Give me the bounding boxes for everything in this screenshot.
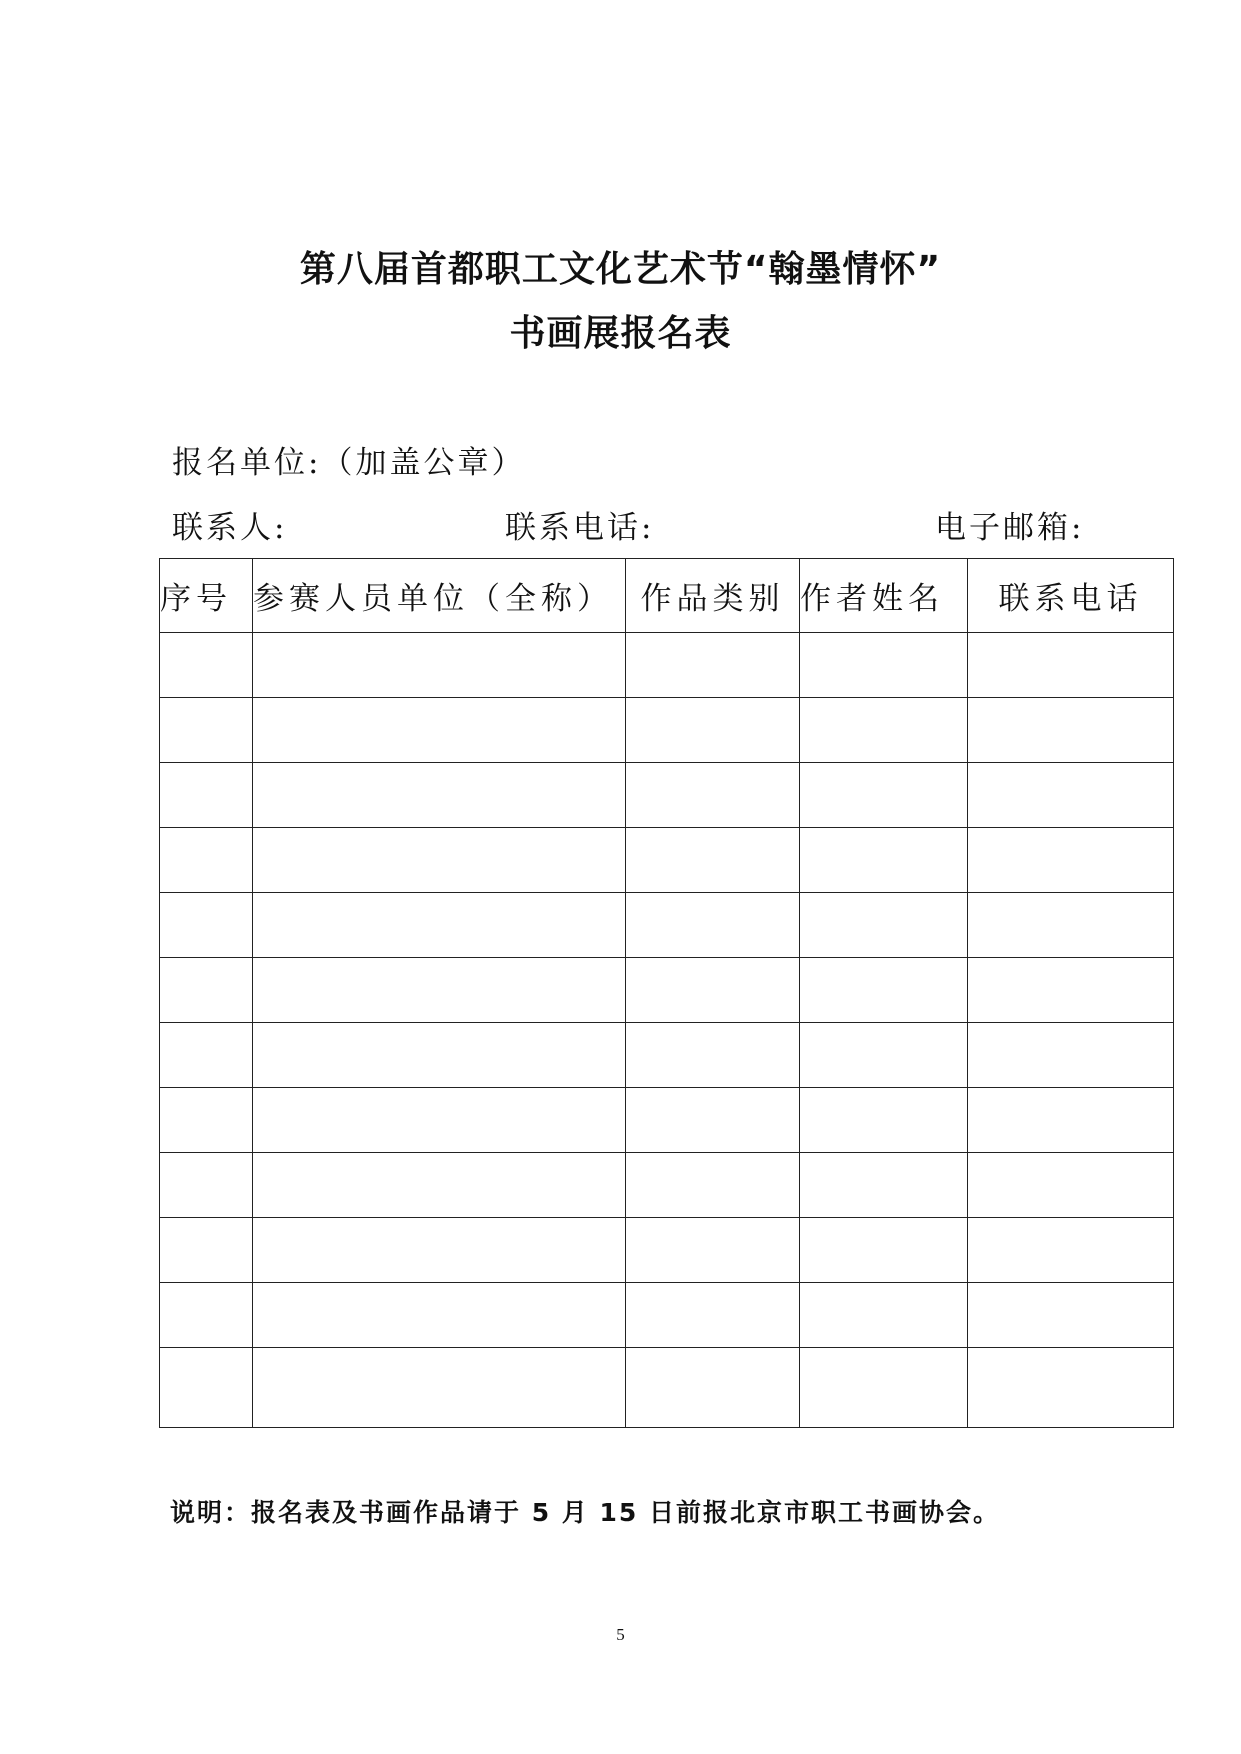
- serial-number-cell[interactable]: [160, 828, 253, 893]
- participant-unit-cell[interactable]: [253, 828, 626, 893]
- participant-unit-cell[interactable]: [253, 893, 626, 958]
- serial-number-cell[interactable]: [160, 763, 253, 828]
- table-row: [160, 828, 1174, 893]
- table-row: [160, 633, 1174, 698]
- participant-unit-cell[interactable]: [253, 1088, 626, 1153]
- serial-number-cell[interactable]: [160, 698, 253, 763]
- table-row: [160, 1218, 1174, 1283]
- author-name-cell[interactable]: [800, 828, 968, 893]
- contact-phone-cell[interactable]: [968, 1218, 1174, 1283]
- participant-unit-cell[interactable]: [253, 1023, 626, 1088]
- registration-table: [159, 558, 1174, 1428]
- contact-phone-cell[interactable]: [968, 763, 1174, 828]
- contact-phone-cell[interactable]: [968, 828, 1174, 893]
- work-category-cell[interactable]: [626, 1283, 800, 1348]
- header-work-category: 作品类别: [626, 559, 800, 633]
- document-subtitle: 书画展报名表: [509, 313, 732, 354]
- table-row: [160, 763, 1174, 828]
- author-name-cell[interactable]: [800, 1283, 968, 1348]
- work-category-cell[interactable]: [626, 1153, 800, 1218]
- author-name-cell[interactable]: [800, 763, 968, 828]
- serial-number-cell[interactable]: [160, 1348, 253, 1428]
- participant-unit-cell[interactable]: [253, 633, 626, 698]
- author-name-cell[interactable]: [800, 633, 968, 698]
- author-name-cell[interactable]: [800, 1348, 968, 1428]
- serial-number-cell[interactable]: [160, 1283, 253, 1348]
- serial-number-cell[interactable]: [160, 1023, 253, 1088]
- serial-number-cell[interactable]: [160, 958, 253, 1023]
- table-row: [160, 893, 1174, 958]
- header-serial-number: 序号: [160, 559, 253, 633]
- contact-phone-cell[interactable]: [968, 633, 1174, 698]
- email-label: 电子邮箱:: [935, 510, 1085, 546]
- registration-unit-label: 报名单位:（加盖公章）: [172, 445, 526, 481]
- contact-phone-cell[interactable]: [968, 698, 1174, 763]
- participant-unit-cell[interactable]: [253, 1218, 626, 1283]
- table-row: [160, 1088, 1174, 1153]
- work-category-cell[interactable]: [626, 1088, 800, 1153]
- contact-phone-cell[interactable]: [968, 958, 1174, 1023]
- participant-unit-cell[interactable]: [253, 698, 626, 763]
- serial-number-cell[interactable]: [160, 633, 253, 698]
- contact-phone-cell[interactable]: [968, 893, 1174, 958]
- author-name-cell[interactable]: [800, 1023, 968, 1088]
- author-name-cell[interactable]: [800, 1153, 968, 1218]
- work-category-cell[interactable]: [626, 1023, 800, 1088]
- header-author-name: 作者姓名: [800, 559, 968, 633]
- table-row: [160, 1023, 1174, 1088]
- author-name-cell[interactable]: [800, 1218, 968, 1283]
- work-category-cell[interactable]: [626, 698, 800, 763]
- serial-number-cell[interactable]: [160, 1218, 253, 1283]
- work-category-cell[interactable]: [626, 1218, 800, 1283]
- serial-number-cell[interactable]: [160, 1153, 253, 1218]
- work-category-cell[interactable]: [626, 1348, 800, 1428]
- work-category-cell[interactable]: [626, 828, 800, 893]
- header-participant-unit: 参赛人员单位（全称）: [253, 559, 626, 633]
- author-name-cell[interactable]: [800, 1088, 968, 1153]
- contact-phone-cell[interactable]: [968, 1348, 1174, 1428]
- author-name-cell[interactable]: [800, 698, 968, 763]
- contact-phone-cell[interactable]: [968, 1088, 1174, 1153]
- participant-unit-cell[interactable]: [253, 1283, 626, 1348]
- author-name-cell[interactable]: [800, 893, 968, 958]
- contact-phone-cell[interactable]: [968, 1153, 1174, 1218]
- contact-phone-cell[interactable]: [968, 1283, 1174, 1348]
- table-row: [160, 1348, 1174, 1428]
- work-category-cell[interactable]: [626, 893, 800, 958]
- participant-unit-cell[interactable]: [253, 1153, 626, 1218]
- header-contact-phone: 联系电话: [968, 559, 1174, 633]
- document-title: 第八届首都职工文化艺术节“翰墨情怀”: [299, 249, 942, 290]
- instruction-note: 说明：报名表及书画作品请于 5 月 15 日前报北京市职工书画协会。: [170, 1498, 1001, 1527]
- work-category-cell[interactable]: [626, 763, 800, 828]
- author-name-cell[interactable]: [800, 958, 968, 1023]
- page-number: 5: [616, 1625, 625, 1644]
- table-row: [160, 698, 1174, 763]
- serial-number-cell[interactable]: [160, 893, 253, 958]
- work-category-cell[interactable]: [626, 958, 800, 1023]
- table-row: [160, 1283, 1174, 1348]
- work-category-cell[interactable]: [626, 633, 800, 698]
- participant-unit-cell[interactable]: [253, 763, 626, 828]
- participant-unit-cell[interactable]: [253, 958, 626, 1023]
- contact-phone-cell[interactable]: [968, 1023, 1174, 1088]
- serial-number-cell[interactable]: [160, 1088, 253, 1153]
- contact-person-label: 联系人:: [172, 510, 288, 546]
- table-body: [160, 633, 1174, 1428]
- table-row: [160, 958, 1174, 1023]
- table-header-row: [160, 559, 1174, 633]
- table-row: [160, 1153, 1174, 1218]
- contact-phone-label: 联系电话:: [505, 510, 655, 546]
- participant-unit-cell[interactable]: [253, 1348, 626, 1428]
